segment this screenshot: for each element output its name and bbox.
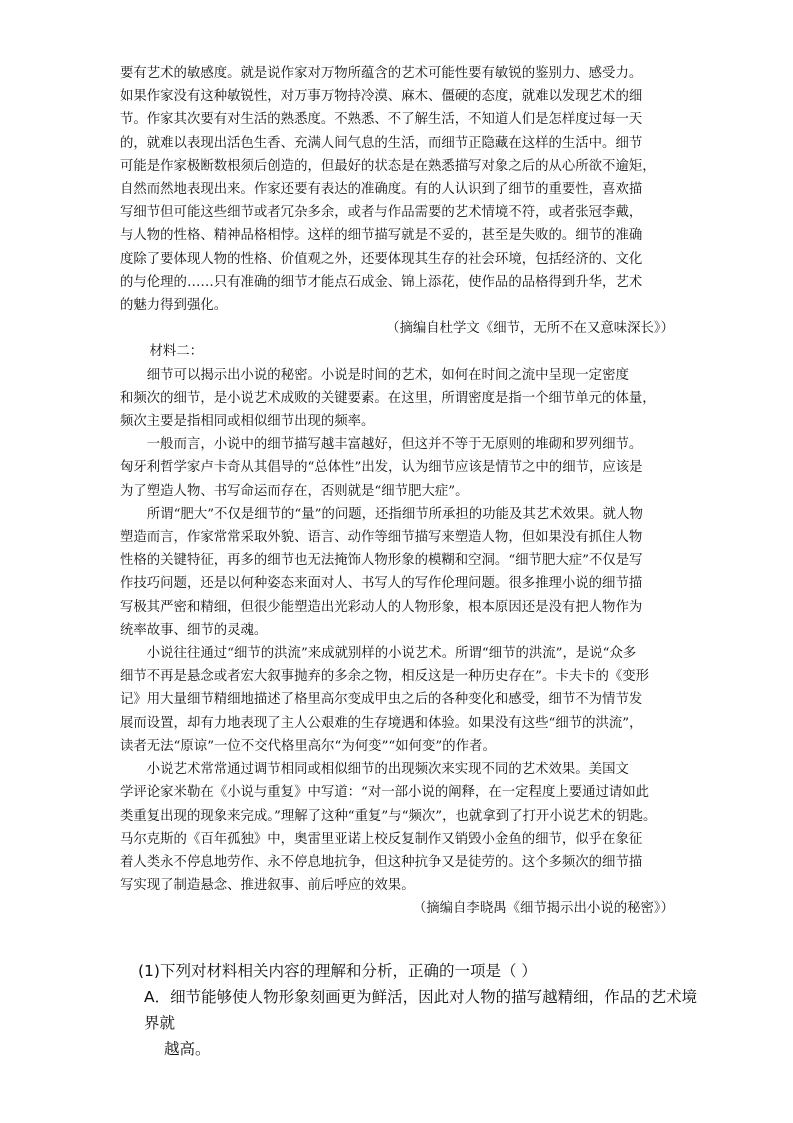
material2-line: 一般而言，小说中的细节描写越丰富越好，但这并不等于无原则的堆砌和罗列细节。 [146,437,643,453]
material2-line: 性格的关键特征，再多的细节也无法掩饰人物形象的模糊和空洞。“细节肥大症”不仅是写 [120,553,643,569]
material1-line: 的魅力得到强化。 [120,298,228,314]
material2-line: 细节可以揭示出小说的秘密。小说是时间的艺术，如何在时间之流中呈现一定密度 [146,367,629,383]
material1-source: （摘编自杜学文《细节，无所不在又意味深长》） [386,321,674,337]
material2-line: 细节不再是悬念或者宏大叙事抛弃的多余之物，相反这是一种历史存在”。卡夫卡的《变形 [120,669,650,685]
material1-line: 如果作家没有这种敏锐性，对万事万物持冷漠、麻木、僵硬的态度，就难以发现艺术的细 [120,89,643,105]
material1-line: 可能是作家极断数根须后创造的，但最好的状态是在熟悉描写对象之后的从心所欲不逾矩， [120,158,656,174]
option-a-continued: 越高。 [164,1040,211,1058]
question-block [138,958,698,1062]
material2-line: 和频次的细节，是小说艺术成败的关键要素。在这里，所谓密度是指一个细节单元的体量， [120,390,656,406]
material2-line: 小说艺术常常通过调节相同或相似细节的出现频次来实现不同的艺术效果。美国文 [146,762,629,778]
material2-line: 记》用大量细节精细地描述了格里高尔变成甲虫之后的各种变化和感受，细节不为情节发 [120,692,643,708]
material2-line: 塑造而言，作家常常采取外貌、语言、动作等细节描写来塑造人物，但如果没有抓住人物 [120,530,643,546]
reading-passage [120,62,680,921]
material2-line: 读者无法“原谅”一位不交代格里高尔“为何变”“如何变”的作者。 [120,738,496,754]
material2-line: 作技巧问题，还是以何种姿态来面对人、书写人的写作伦理问题。很多推理小说的细节描 [120,576,643,592]
material2-line: 统率故事、细节的灵魂。 [120,622,268,638]
material2-line: 为了塑造人物、书写命运而存在，否则就是“细节肥大症”。 [120,483,469,499]
material1-line: 与人物的性格、精神品格相悖。这样的细节描写就是不妥的，甚至是失败的。细节的准确 [120,228,643,244]
material2-line: 写实现了制造悬念、推进叙事、前后呼应的效果。 [120,878,415,894]
material2-line: 小说往往通过“细节的洪流”来成就别样的小说艺术。所谓“细节的洪流”，是说“众多 [146,646,637,662]
material2-heading: 材料二： [149,344,204,360]
material2-line: 展而设置，却有力地表现了主人公艰难的生存境遇和体验。如果没有这些“细节的洪流”， [120,715,643,731]
material2-line: 学评论家米勒在《小说与重复》中写道：“对一部小说的阐释，在一定程度上要通过请如此 [120,785,650,801]
material2-source: （摘编自李晓禺《细节揭示出小说的秘密》） [412,901,674,917]
material1-line: 节。作家其次要有对生活的熟悉度。不熟悉、不了解生活，不知道人们是怎样度过每一天 [120,112,643,128]
option-a: A．细节能够使人物形象刻画更为鲜活，因此对人物的描写越精细，作品的艺术境界就 [144,988,698,1032]
material2-line: 着人类永不停息地劳作、永不停息地抗争，但这种抗争又是徒劳的。这个多频次的细节描 [120,854,643,870]
material1-line: 自然而然地表现出来。作家还要有表达的准确度。有的人认识到了细节的重要性，喜欢描 [120,182,643,198]
question-stem: (1)下列对材料相关内容的理解和分析，正确的一项是（ ） [138,962,537,980]
material2-line: 写极其严密和精细，但很少能塑造出光彩动人的人物形象，根本原因还是没有把人物作为 [120,599,643,615]
material2-line: 频次主要是指相同或相似细节出现的频率。 [120,414,375,430]
material1-line: 要有艺术的敏感度。就是说作家对万物所蕴含的艺术可能性要有敏锐的鉴别力、感受力。 [120,66,643,81]
material1-line: 的，就难以表现出活色生香、充满人间气息的生活，而细节正隐藏在这样的生活中。细节 [120,135,643,151]
material2-line: 所谓“肥大”不仅是细节的“量”的问题，还指细节所承担的功能及其艺术效果。就人物 [146,506,643,522]
material2-line: 马尔克斯的《百年孤独》中，奥雷里亚诺上校反复制作又销毁小金鱼的细节，似乎在象征 [120,831,643,847]
material1-line: 的与伦理的……只有准确的细节才能点石成金、锦上添花，使作品的品格得到升华，艺术 [120,274,643,290]
material2-line: 类重复出现的现象来完成。”理解了这种“重复”与“频次”，也就拿到了打开小说艺术的钥匙。 [120,808,657,824]
material1-line: 度除了要体现人物的性格、价值观之外，还要体现其生存的社会环境，包括经济的、文化 [120,251,643,267]
material2-line: 匈牙利哲学家卢卡奇从其倡导的“总体性”出发，认为细节应该是情节之中的细节，应该是 [120,460,643,476]
material1-line: 写细节但可能这些细节或者冗杂多余，或者与作品需要的艺术情境不符，或者张冠李戴， [120,205,643,221]
